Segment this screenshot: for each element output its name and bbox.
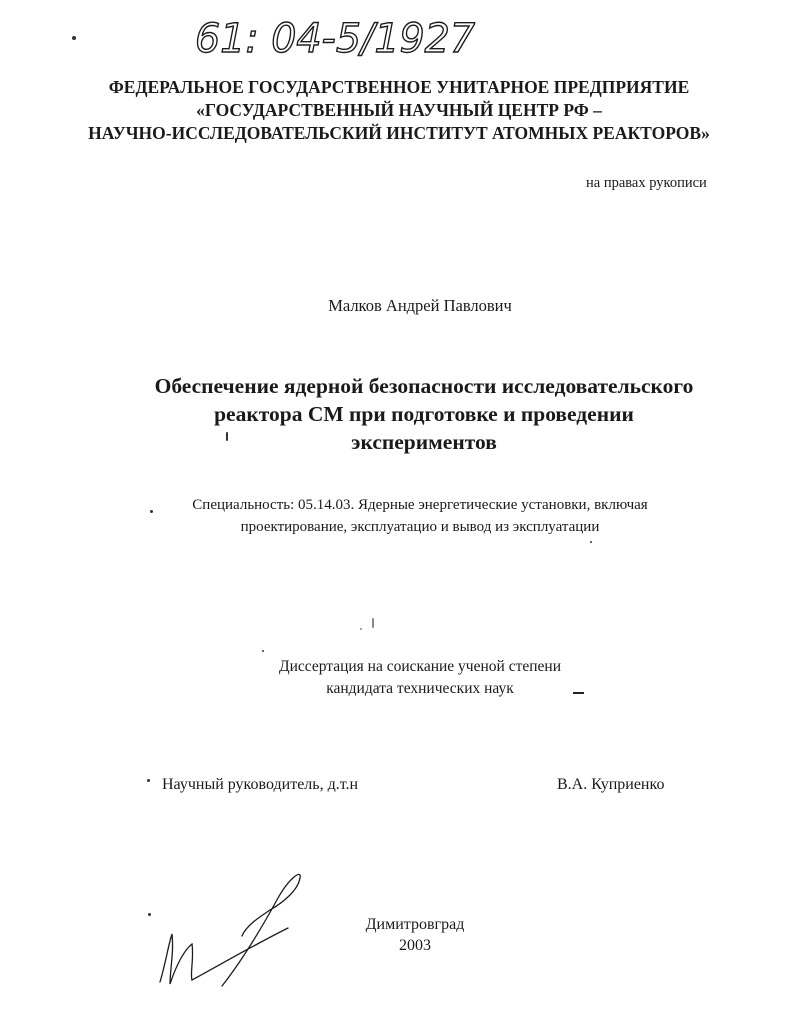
handwritten-archive-number xyxy=(195,8,485,64)
title-line-1: Обеспечение ядерной безопасности исследовательского xyxy=(154,374,694,398)
year: 2003 xyxy=(399,937,431,954)
handwritten-signature xyxy=(148,862,318,994)
scan-speck xyxy=(148,913,151,916)
title-line-3: экспериментов xyxy=(351,430,497,454)
degree-line-1: Диссертация на соискание ученой степени xyxy=(279,658,561,675)
specialty-block xyxy=(140,494,700,538)
city-name: Димитровград xyxy=(365,916,465,933)
scan-speck xyxy=(150,510,153,513)
degree-line-2: кандидата технических наук xyxy=(326,680,514,697)
specialty-line-1: Специальность: 05.14.03. Ядерные энергетические установки, включая xyxy=(192,497,648,513)
scan-speck xyxy=(590,541,592,543)
organization-header xyxy=(40,76,758,145)
scan-speck xyxy=(262,650,264,652)
supervisor-name: В.А. Куприенко xyxy=(557,776,665,793)
degree-statement xyxy=(220,656,620,700)
scan-speck xyxy=(360,628,362,630)
rights-note: на правах рукописи xyxy=(586,175,707,191)
scan-speck xyxy=(147,779,150,782)
dissertation-title xyxy=(100,372,748,456)
specialty-line-2: проектирование, эксплуатацио и вывод из эксплуатации xyxy=(240,519,600,535)
scan-speck xyxy=(372,618,374,628)
organization-line-1: ФЕДЕРАЛЬНОЕ ГОСУДАРСТВЕННОЕ УНИТАРНОЕ ПРЕДПРИЯТИЕ xyxy=(108,77,690,97)
supervisor-role: Научный руководитель, д.т.н xyxy=(162,776,359,793)
title-line-2: реактора СМ при подготовке и проведении xyxy=(214,402,634,426)
organization-line-2: «ГОСУДАРСТВЕННЫЙ НАУЧНЫЙ ЦЕНТР РФ – xyxy=(196,100,602,120)
scan-mark-dash xyxy=(573,692,584,694)
author-name: Малков Андрей Павлович xyxy=(328,296,512,315)
scan-speck xyxy=(226,432,228,441)
scan-speck xyxy=(72,36,76,40)
archive-number-text: 61: 04-5/1927 xyxy=(195,16,476,62)
place-and-year xyxy=(300,914,530,956)
organization-line-3: НАУЧНО-ИССЛЕДОВАТЕЛЬСКИЙ ИНСТИТУТ АТОМНЫХ РЕАКТОРОВ» xyxy=(88,123,710,143)
